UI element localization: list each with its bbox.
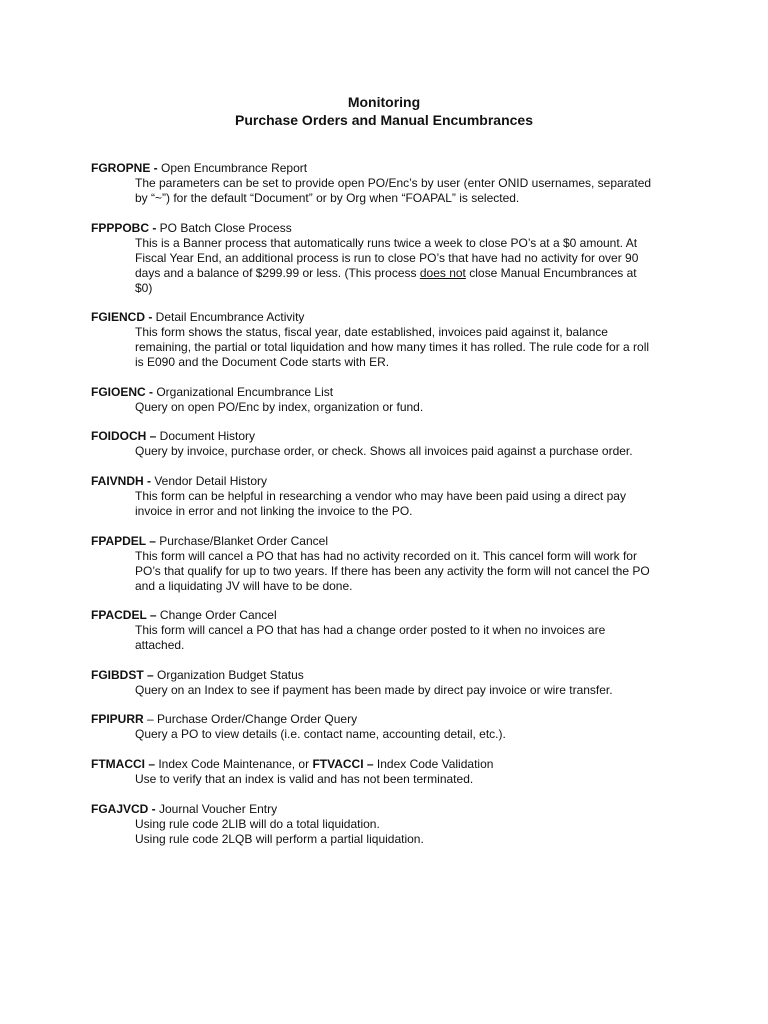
- entry-heading: [91, 310, 691, 325]
- entry-heading: [91, 385, 691, 400]
- form-code: FAIVNDH -: [91, 473, 151, 488]
- entry-description: [91, 623, 691, 653]
- description-line: Using rule code 2LQB will perform a partial liquidation.: [135, 831, 424, 846]
- entry-heading: [91, 429, 691, 444]
- description-line: PO’s that qualify for up to two years. If there has been any activity the form will not cancel the PO: [135, 563, 650, 578]
- entry-heading: [91, 712, 691, 727]
- entry-fgropne: [91, 161, 691, 206]
- entry-ftmacci: [91, 757, 691, 787]
- description-line: Query a PO to view details (i.e. contact name, accounting detail, etc.).: [135, 727, 506, 742]
- form-code: FPPPOBC -: [91, 220, 157, 235]
- entry-description: [91, 444, 691, 459]
- entry-foidoch: [91, 429, 691, 459]
- form-name-secondary: Index Code Validation: [373, 756, 494, 771]
- description-line: is E090 and the Document Code starts with ER.: [135, 355, 390, 370]
- entry-heading: [91, 161, 691, 176]
- description-line: This is a Banner process that automatically runs twice a week to close PO’s at a $0 amount. At: [135, 235, 638, 250]
- description-line: and a liquidating JV will have to be done.: [135, 578, 353, 593]
- description-line: Fiscal Year End, an additional process is run to close PO’s that have had no activity for over 90: [135, 250, 639, 265]
- description-text: close Manual Encumbrances at: [465, 265, 637, 280]
- entry-fgiencd: [91, 310, 691, 370]
- form-code: FGIOENC -: [91, 384, 153, 399]
- form-code: FPACDEL –: [91, 608, 157, 623]
- description-text: days and a balance of $299.99 or less. (This process: [135, 265, 420, 280]
- description-line: by “~”) for the default “Document” or by Org when “FOAPAL” is selected.: [135, 191, 520, 205]
- entry-fpppobc: [91, 221, 691, 296]
- description-line: This form will cancel a PO that has had no activity recorded on it. This cancel form will work for: [135, 548, 637, 563]
- form-name: Open Encumbrance Report: [157, 161, 308, 175]
- form-entries-list: [91, 161, 691, 861]
- form-code: FGIBDST –: [91, 667, 154, 682]
- entry-heading: [91, 608, 691, 623]
- form-name: Organizational Encumbrance List: [153, 384, 334, 399]
- description-line: Using rule code 2LIB will do a total liquidation.: [135, 816, 380, 831]
- form-name: Document History: [156, 429, 256, 444]
- entry-description: [91, 817, 691, 847]
- entry-description: [91, 549, 691, 594]
- form-name: – Purchase Order/Change Order Query: [143, 712, 358, 727]
- entry-heading: [91, 668, 691, 683]
- entry-fgajvcd: [91, 802, 691, 847]
- description-line: This form can be helpful in researching a vendor who may have been paid using a direct pay: [135, 488, 626, 503]
- entry-description: [91, 772, 691, 787]
- form-name: Journal Voucher Entry: [155, 801, 278, 816]
- description-line: Query by invoice, purchase order, or check. Shows all invoices paid against a purchase order.: [135, 444, 633, 459]
- description-line: The parameters can be set to provide open PO/Enc’s by user (enter ONID usernames, separated: [135, 176, 652, 190]
- form-name: Detail Encumbrance Activity: [152, 310, 305, 325]
- title-line-1: Monitoring: [347, 94, 421, 110]
- form-code-secondary: FTVACCI –: [312, 756, 374, 771]
- description-line: This form shows the status, fiscal year, date established, invoices paid against it, balance: [135, 325, 608, 340]
- form-code: FPIPURR: [91, 712, 144, 727]
- form-name: Vendor Detail History: [151, 473, 268, 488]
- entry-heading: [91, 802, 691, 817]
- entry-fpipurr: [91, 712, 691, 742]
- entry-fgibdst: [91, 668, 691, 698]
- entry-heading: [91, 474, 691, 489]
- description-line: Query on open PO/Enc by index, organization or fund.: [135, 399, 424, 414]
- description-line: This form will cancel a PO that has had a change order posted to it when no invoices are: [135, 623, 606, 638]
- form-code: FGAJVCD -: [91, 801, 156, 816]
- entry-heading: [91, 757, 691, 772]
- entry-description: [91, 683, 691, 698]
- underlined-emphasis: does not: [419, 265, 466, 280]
- form-code: FPAPDEL –: [91, 533, 156, 548]
- title-line-2: Purchase Orders and Manual Encumbrances: [235, 112, 533, 128]
- description-line: invoice in error and not linking the invoice to the PO.: [135, 503, 413, 518]
- entry-fgioenc: [91, 385, 691, 415]
- entry-heading: [91, 221, 691, 236]
- form-code: FGIENCD -: [91, 310, 153, 325]
- entry-fpacdel: [91, 608, 691, 653]
- entry-faivndh: [91, 474, 691, 519]
- entry-description: [91, 400, 691, 415]
- entry-description: [91, 489, 691, 519]
- form-name: Change Order Cancel: [156, 608, 277, 623]
- form-code: FGROPNE -: [91, 161, 158, 175]
- description-line: Use to verify that an index is valid and has not been terminated.: [135, 771, 474, 786]
- form-name: Organization Budget Status: [153, 667, 304, 682]
- entry-description: [91, 176, 691, 206]
- description-line: attached.: [135, 638, 185, 653]
- description-line: remaining, the partial or total liquidation and how many times it has rolled. The rule code for a roll: [135, 340, 650, 355]
- description-line: Query on an Index to see if payment has been made by direct pay invoice or wire transfer.: [135, 682, 613, 697]
- entry-description: [91, 325, 691, 370]
- form-name: Purchase/Blanket Order Cancel: [155, 533, 328, 548]
- description-line: $0): [135, 280, 153, 295]
- entry-heading: [91, 534, 691, 549]
- entry-fpapdel: [91, 534, 691, 594]
- form-code: FTMACCI –: [91, 756, 155, 771]
- description-line: [135, 266, 691, 281]
- form-name: Index Code Maintenance, or: [155, 756, 313, 771]
- form-name: PO Batch Close Process: [156, 220, 292, 235]
- form-code: FOIDOCH –: [91, 429, 157, 444]
- entry-description: [91, 727, 691, 742]
- document-title: [0, 93, 768, 129]
- entry-description: [91, 236, 691, 296]
